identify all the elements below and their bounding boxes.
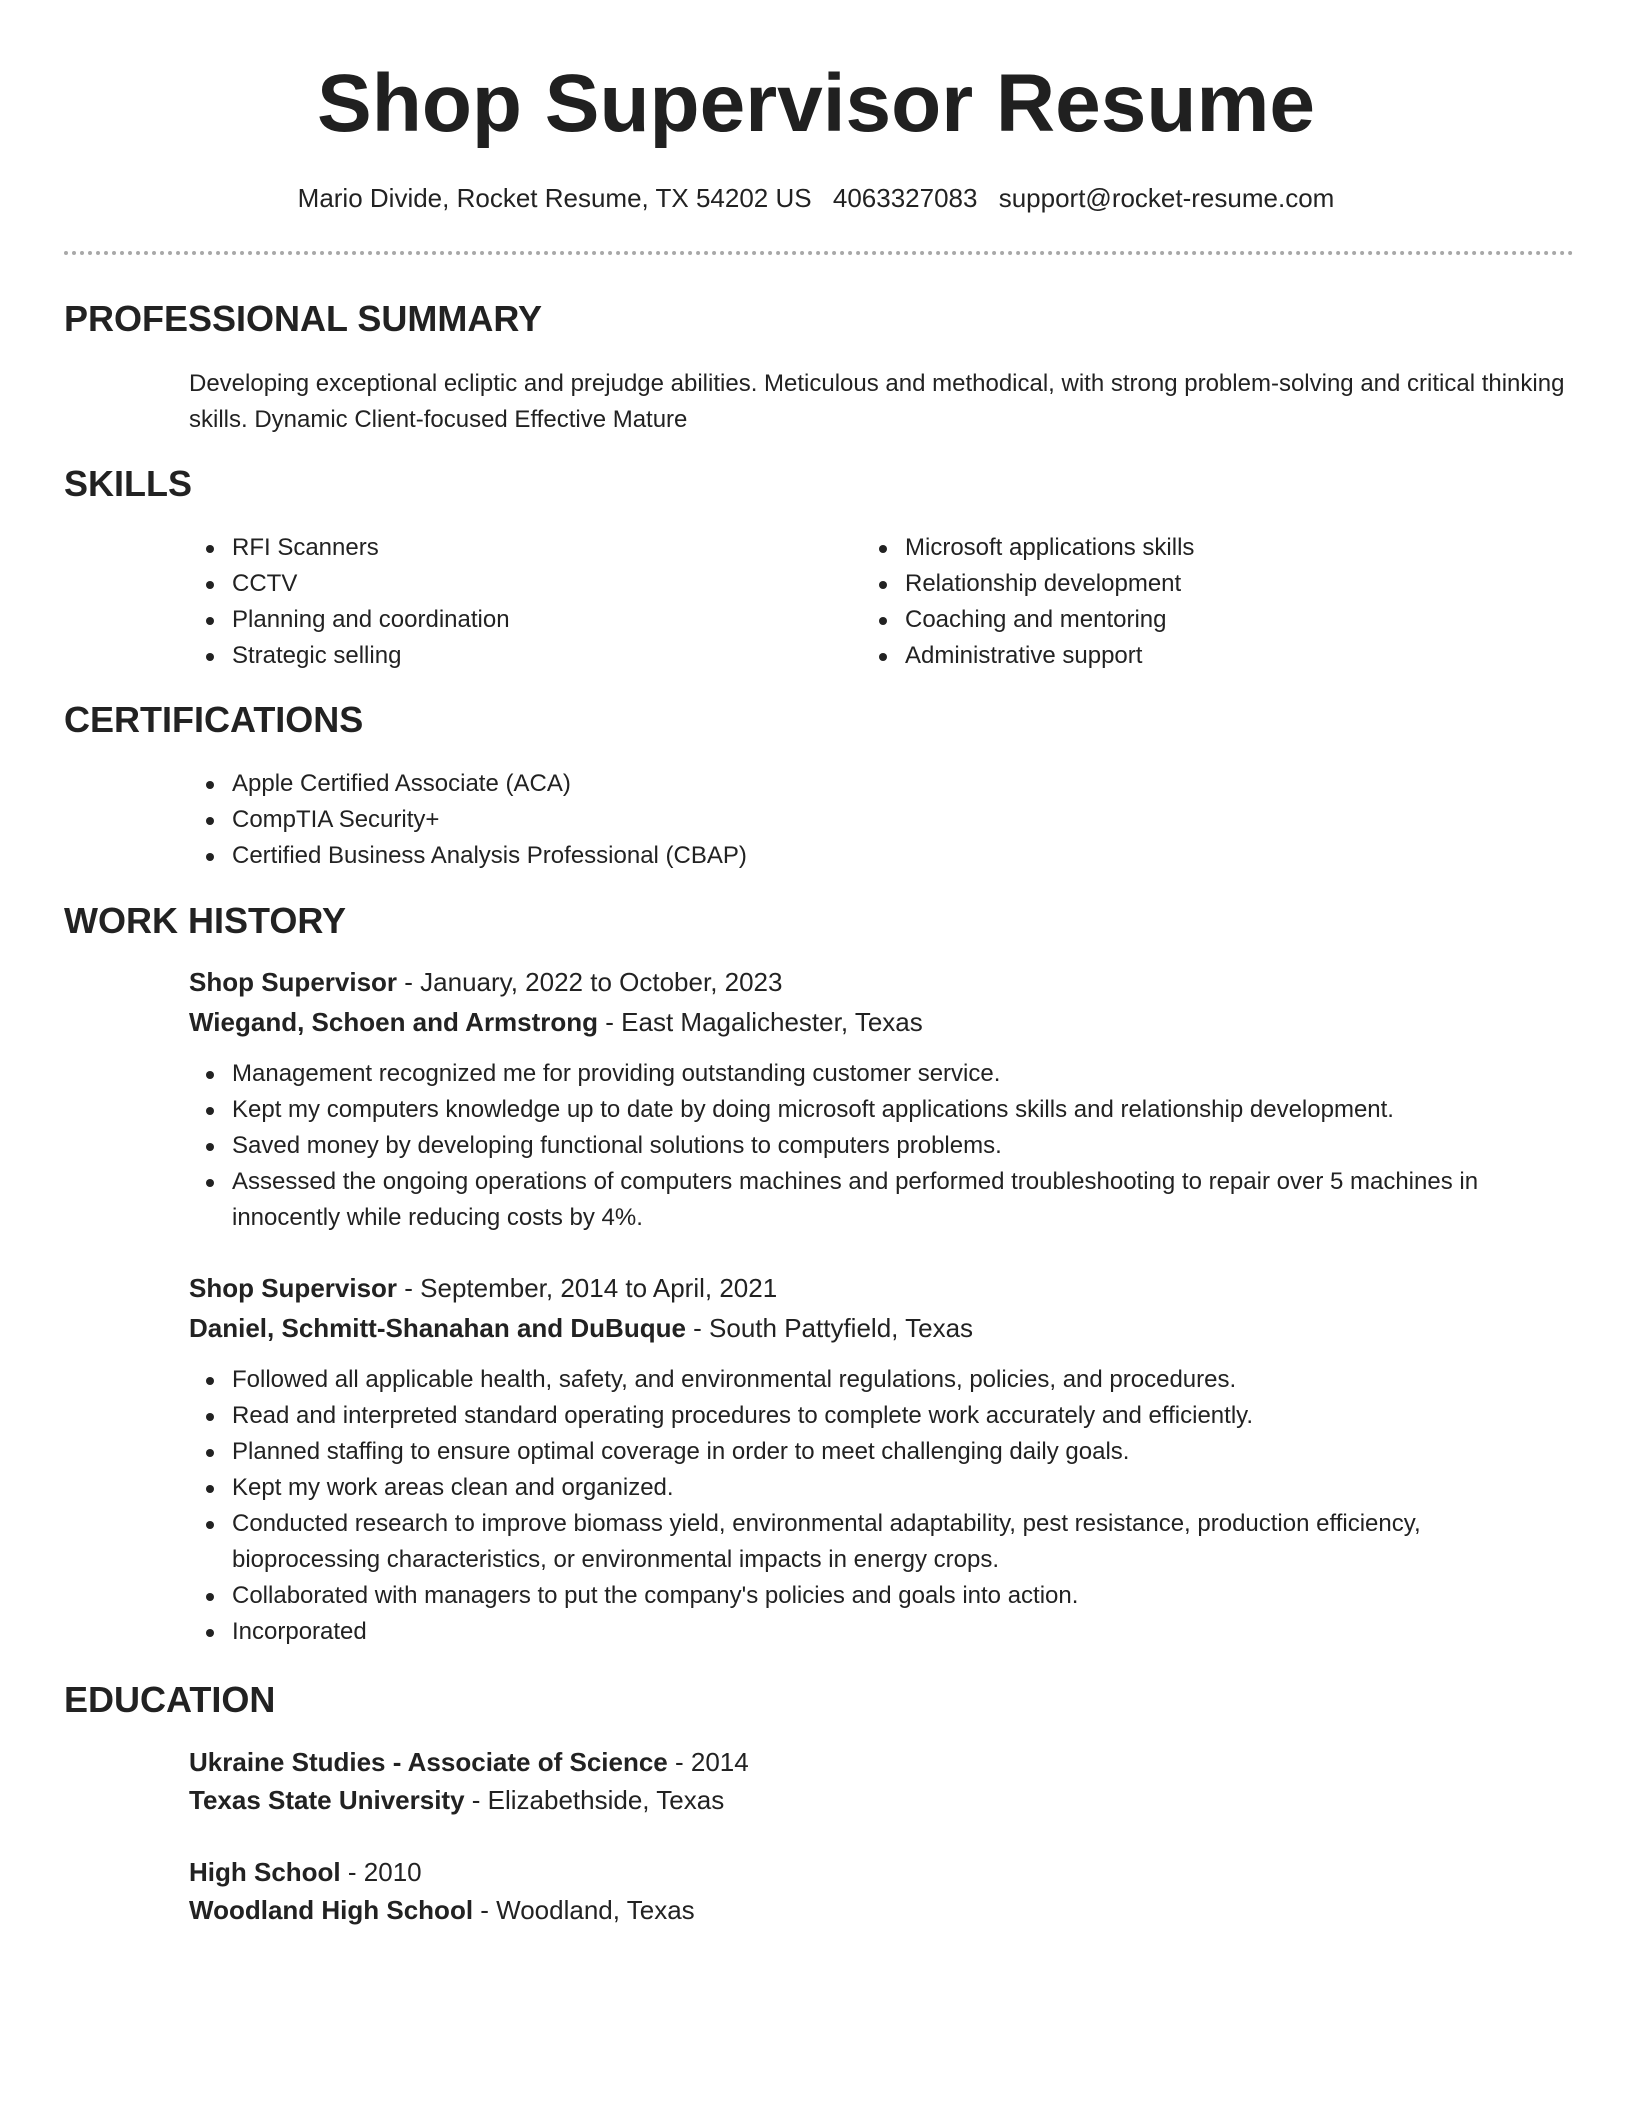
contact-phone: 4063327083	[832, 183, 978, 213]
list-item: Read and interpreted standard operating procedures to complete work accurately and efficiently.	[189, 1398, 1569, 1434]
certifications-list	[189, 766, 1569, 874]
section-title-summary: PROFESSIONAL SUMMARY	[64, 298, 543, 339]
list-item: Management recognized me for providing outstanding customer service.	[189, 1056, 1569, 1092]
section-title-skills: SKILLS	[64, 463, 193, 504]
list-item: Planned staffing to ensure optimal coverage in order to meet challenging daily goals.	[189, 1434, 1569, 1470]
list-item: Strategic selling	[189, 638, 809, 674]
list-item: Coaching and mentoring	[862, 602, 1482, 638]
list-item: Conducted research to improve biomass yield, environmental adaptability, pest resistance, production efficiency, bioprocessing characteristics, or environmental impacts in energy crops.	[189, 1506, 1569, 1578]
list-item: Saved money by developing functional solutions to computers problems.	[189, 1128, 1569, 1164]
list-item: Relationship development	[862, 566, 1482, 602]
job-1-title-line	[189, 964, 782, 1000]
list-item: Kept my computers knowledge up to date by doing microsoft applications skills and relationship development.	[189, 1092, 1569, 1128]
job-1-company-line	[189, 1004, 923, 1040]
job-location: - South Pattyfield, Texas	[685, 1313, 974, 1343]
education-school: Texas State University	[189, 1785, 465, 1815]
contact-address: Mario Divide, Rocket Resume, TX 54202 US	[297, 183, 812, 213]
education-location: - Woodland, Texas	[473, 1895, 695, 1925]
education-1-school-line	[189, 1782, 724, 1818]
job-2-bullets	[189, 1362, 1569, 1650]
list-item: RFI Scanners	[189, 530, 809, 566]
education-2-degree-line	[189, 1854, 422, 1890]
skills-list-right	[862, 530, 1482, 674]
contact-line	[0, 180, 1632, 216]
list-item: Planning and coordination	[189, 602, 809, 638]
section-title-certifications: CERTIFICATIONS	[64, 699, 364, 740]
list-item: Apple Certified Associate (ACA)	[189, 766, 1569, 802]
job-dates: - September, 2014 to April, 2021	[397, 1273, 778, 1303]
section-title-education: EDUCATION	[64, 1679, 276, 1720]
list-item: Kept my work areas clean and organized.	[189, 1470, 1569, 1506]
list-item: Collaborated with managers to put the company's policies and goals into action.	[189, 1578, 1569, 1614]
job-company: Daniel, Schmitt-Shanahan and DuBuque	[189, 1313, 686, 1343]
job-2-company-line	[189, 1310, 973, 1346]
education-location: - Elizabethside, Texas	[464, 1785, 725, 1815]
skills-list-left	[189, 530, 809, 674]
job-title: Shop Supervisor	[189, 967, 398, 997]
header-divider	[64, 251, 1574, 255]
job-1-bullets	[189, 1056, 1569, 1236]
list-item: Incorporated	[189, 1614, 1569, 1650]
section-title-work-history: WORK HISTORY	[64, 900, 347, 941]
education-school: Woodland High School	[189, 1895, 474, 1925]
job-location: - East Magalichester, Texas	[598, 1007, 923, 1037]
list-item: Assessed the ongoing operations of computers machines and performed troubleshooting to repair over 5 machines in innocently while reducing costs by 4%.	[189, 1164, 1569, 1236]
education-degree: High School	[189, 1857, 341, 1887]
list-item: CompTIA Security+	[189, 802, 1569, 838]
education-year: - 2010	[340, 1857, 422, 1887]
list-item: Certified Business Analysis Professional (CBAP)	[189, 838, 1569, 874]
list-item: CCTV	[189, 566, 809, 602]
education-year: - 2014	[667, 1747, 749, 1777]
education-2-school-line	[189, 1892, 695, 1928]
resume-title: Shop Supervisor Resume	[317, 58, 1315, 149]
job-2-title-line	[189, 1270, 777, 1306]
education-1-degree-line	[189, 1744, 749, 1780]
education-degree: Ukraine Studies - Associate of Science	[189, 1747, 668, 1777]
summary-text: Developing exceptional ecliptic and prejudge abilities. Meticulous and methodical, with strong problem-solving and critical thinking skills. Dynamic Client-focused Effective Mature	[189, 370, 1565, 433]
job-dates: - January, 2022 to October, 2023	[397, 967, 783, 997]
job-title: Shop Supervisor	[189, 1273, 398, 1303]
list-item: Microsoft applications skills	[862, 530, 1482, 566]
list-item: Followed all applicable health, safety, and environmental regulations, policies, and procedures.	[189, 1362, 1569, 1398]
job-company: Wiegand, Schoen and Armstrong	[189, 1007, 599, 1037]
list-item: Administrative support	[862, 638, 1482, 674]
contact-email: support@rocket-resume.com	[998, 183, 1335, 213]
